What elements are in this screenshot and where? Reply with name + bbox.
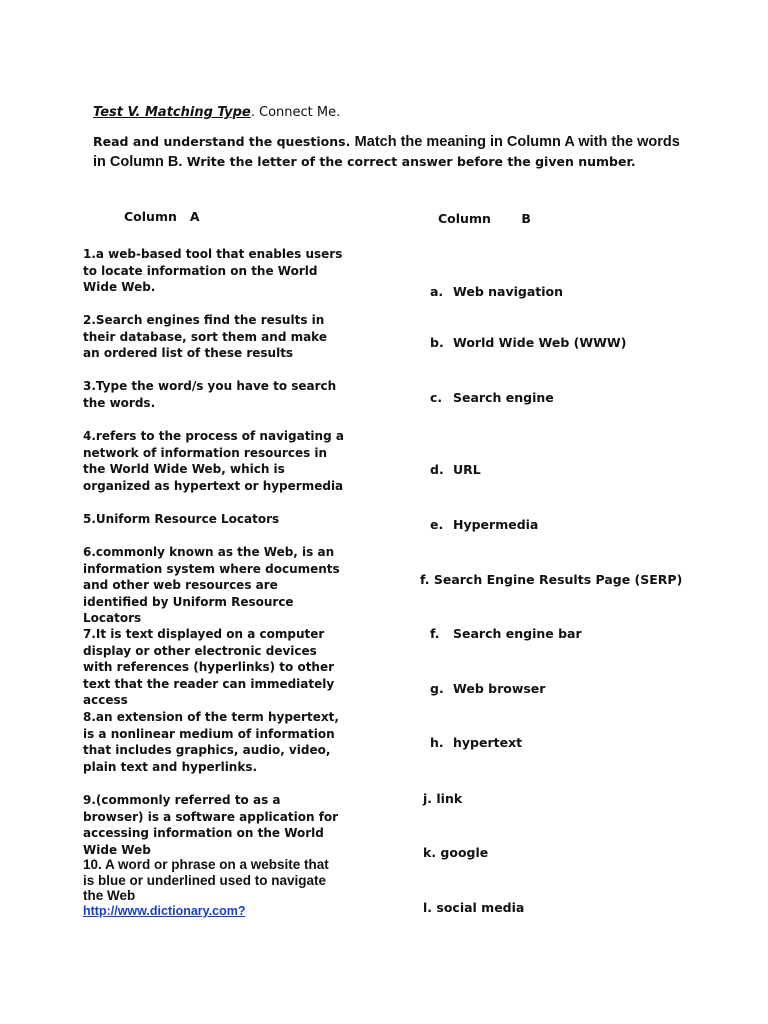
answer-text: Hypermedia — [453, 517, 539, 532]
answer-letter: f. — [430, 626, 440, 641]
question-2: 2.Search engines find the results in their database, sort them and make an ordered list of these results — [83, 313, 327, 360]
test-title — [93, 105, 340, 120]
question-1: 1.a web-based tool that enables users to locate information on the World Wide Web. — [83, 247, 343, 294]
test-subtitle: . Connect Me. — [250, 105, 341, 120]
answer-text: World Wide Web (WWW) — [453, 335, 627, 350]
dictionary-link[interactable]: http://www.dictionary.com? — [83, 904, 246, 918]
answer-text: hypertext — [453, 735, 523, 750]
answer-d — [430, 462, 481, 477]
question-5: 5.Uniform Resource Locators — [83, 512, 280, 526]
answer-j: j. link — [423, 791, 463, 806]
instructions-part-2: Match the meaning in Column A with the words in Column B. — [93, 134, 680, 170]
answer-l: l. social media — [423, 900, 525, 915]
question-10: 10. A word or phrase on a website that is blue or underlined used to navigate the Web — [83, 857, 329, 903]
answer-text: Web browser — [453, 681, 546, 696]
answer-letter: c. — [430, 390, 443, 405]
answer-letter: b. — [430, 335, 444, 350]
answer-e — [430, 517, 538, 532]
answer-g — [430, 681, 545, 696]
instructions-part-3: Write the letter of the correct answer before the given number. — [182, 154, 636, 169]
answer-h — [430, 735, 522, 750]
answer-b — [430, 335, 626, 350]
answer-f-serp: f. Search Engine Results Page (SERP) — [420, 572, 683, 587]
answer-k: k. google — [423, 845, 489, 860]
instructions-part-1: Read and understand the questions. — [93, 134, 355, 149]
question-7: 7.It is text displayed on a computer display or other electronic devices with references (hyperlinks) to other text that the reader can immediately access — [83, 627, 335, 707]
answer-letter: g. — [430, 681, 444, 696]
answer-text: URL — [453, 462, 481, 477]
answer-letter: h. — [430, 735, 444, 750]
question-6: 6.commonly known as the Web, is an information system where documents and other web resources are identified by Uniform Resource Locators — [83, 545, 340, 625]
answer-a — [430, 284, 563, 299]
column-a-heading: Column A — [124, 209, 200, 224]
question-8: 8.an extension of the term hypertext, is a nonlinear medium of information that includes graphics, audio, video, plain text and hyperlinks. — [83, 710, 339, 774]
question-4: 4.refers to the process of navigating a network of information resources in the World Wide Web, which is organized as hypertext or hypermedia — [83, 429, 344, 493]
answer-f-search-bar — [430, 626, 582, 641]
answer-letter: d. — [430, 462, 444, 477]
answer-letter: e. — [430, 517, 444, 532]
instructions — [93, 132, 693, 172]
question-3: 3.Type the word/s you have to search the words. — [83, 379, 337, 410]
question-9: 9.(commonly referred to as a browser) is a software application for accessing information on the World Wide Web — [83, 793, 339, 857]
answer-c — [430, 390, 554, 405]
answer-text: Search engine bar — [453, 626, 582, 641]
answer-letter: a. — [430, 284, 444, 299]
test-title-label: Test V. Matching Type — [93, 105, 251, 120]
answer-text: Web navigation — [453, 284, 564, 299]
answer-text: Search engine — [453, 390, 554, 405]
column-b-heading: Column B — [438, 211, 531, 226]
